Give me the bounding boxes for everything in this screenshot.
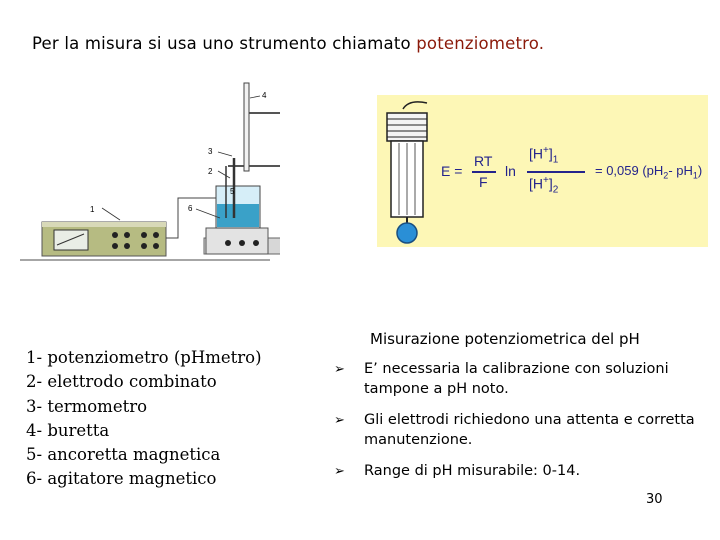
bullet-item [334, 360, 714, 399]
title-text: Per la misura si usa uno strumento chiamato [32, 34, 417, 53]
apparatus-legend [26, 346, 262, 492]
apparatus-label-3: 3 [208, 147, 213, 156]
apparatus-label-2: 2 [208, 167, 213, 176]
legend-item: 4- buretta [26, 420, 110, 440]
arrow-bullet-icon: ➢ [334, 362, 345, 377]
bullet-text: Range di pH misurabile: 0-14. [364, 463, 581, 479]
page-number: 30 [646, 492, 663, 507]
apparatus-label-1: 1 [90, 205, 95, 214]
bullet-text: Gli elettrodi richiedono una attenta e corretta manutenzione. [364, 412, 695, 448]
electrode-icon [379, 99, 439, 245]
apparatus-label-6: 6 [188, 204, 193, 213]
legend-item: 1- potenziometro (pHmetro) [26, 348, 262, 367]
apparatus-label-4: 4 [262, 91, 267, 100]
legend-item: 2- elettrodo combinato [26, 372, 217, 392]
formula-f: F [479, 174, 488, 190]
formula-rt-fraction-bar [472, 171, 496, 173]
legend-item: 3- termometro [26, 396, 148, 416]
formula-denominator: $[H^+]_2$ [529, 175, 559, 196]
formula-rhs: = 0,059 ($pH_2-$ $pH_1$) [595, 163, 703, 181]
slide-title [32, 34, 544, 53]
formula-fraction-bar [527, 171, 585, 173]
bullet-item [334, 411, 714, 450]
section-subtitle: Misurazione potenziometrica del pH [370, 330, 640, 348]
formula-lhs: E = [441, 163, 463, 179]
formula-ln: ln [505, 163, 516, 179]
nernst-formula-panel [377, 95, 708, 247]
apparatus-label-5: 5 [230, 187, 235, 196]
title-highlight: potenziometro. [416, 34, 545, 53]
arrow-bullet-icon: ➢ [334, 464, 345, 479]
bullet-text: E’ necessaria la calibrazione con soluzioni tampone a pH noto. [364, 361, 669, 397]
legend-item: 6- agitatore magnetico [26, 469, 217, 489]
bullet-list [334, 360, 714, 494]
arrow-bullet-icon: ➢ [334, 413, 345, 428]
formula-numerator: $[H^+]_1$ [529, 145, 559, 166]
legend-item: 5- ancoretta magnetica [26, 445, 221, 465]
bullet-item [334, 462, 714, 482]
formula-rt: RT [474, 153, 493, 169]
potentiometer-apparatus-illustration [20, 78, 280, 266]
